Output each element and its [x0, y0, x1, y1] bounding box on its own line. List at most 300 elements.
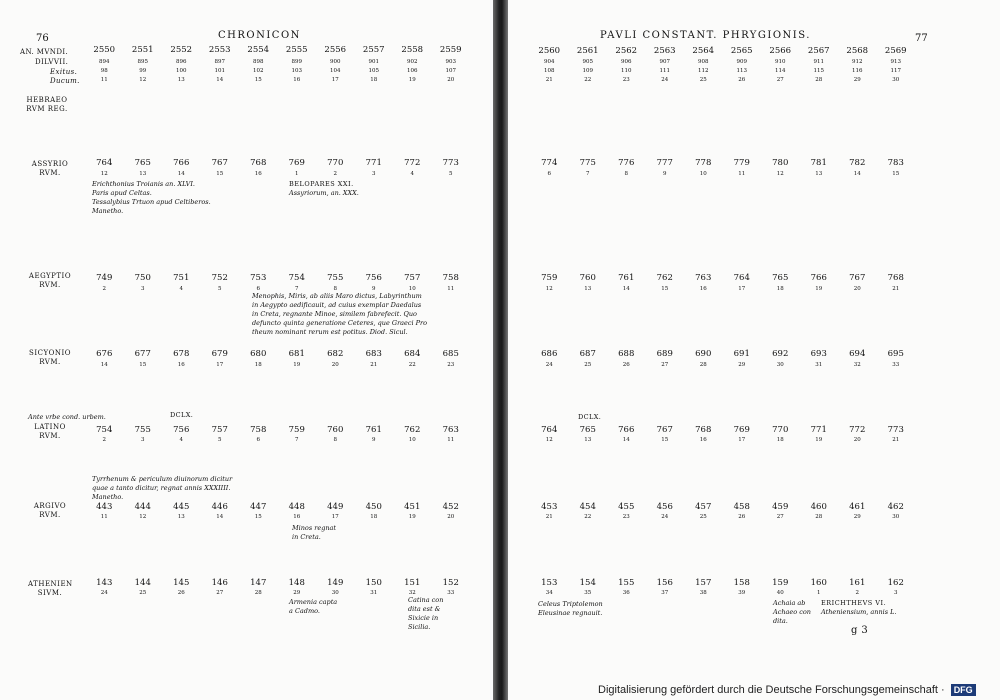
table-cell: 752	[211, 273, 228, 283]
table-cell: 2	[855, 590, 859, 596]
table-cell: 117	[890, 68, 901, 74]
table-cell: 12	[545, 437, 553, 443]
table-cell: 18	[776, 286, 784, 292]
table-cell: 904	[544, 59, 555, 65]
table-cell: 109	[582, 68, 593, 74]
table-cell: 18	[254, 362, 262, 368]
table-cell: 30	[892, 514, 900, 520]
belopares-note: BELOPARES XXI. Assyriorum, an. XXX.	[289, 180, 359, 197]
table-cell: 145	[173, 578, 190, 588]
table-cell: 676	[96, 349, 113, 359]
table-cell: 769	[733, 425, 750, 435]
table-cell: 22	[408, 362, 416, 368]
table-cell: 15	[139, 362, 147, 368]
table-cell: 758	[250, 425, 267, 435]
table-cell: 693	[810, 349, 827, 359]
table-cell: 40	[776, 590, 784, 596]
table-cell: 110	[621, 68, 632, 74]
sicyon-values	[530, 349, 915, 360]
running-head: PAVLI CONSTANT. PHRYGIONIS.	[600, 30, 811, 41]
athens-values	[530, 578, 915, 589]
dfg-logo: DFG	[951, 684, 976, 696]
table-cell: 449	[327, 502, 344, 512]
table-cell: 766	[618, 425, 635, 435]
table-cell: 102	[253, 68, 264, 74]
argos-values	[85, 502, 470, 513]
table-cell: 26	[738, 77, 746, 83]
table-cell: 159	[772, 578, 789, 588]
table-cell: 452	[442, 502, 459, 512]
table-cell: 114	[775, 68, 786, 74]
table-cell: 13	[584, 437, 592, 443]
table-cell: 29	[853, 514, 861, 520]
table-cell: 13	[815, 171, 823, 177]
table-cell: 21	[545, 514, 553, 520]
table-cell: 28	[815, 77, 823, 83]
table-cell: 15	[892, 171, 900, 177]
table-cell: 16	[699, 437, 707, 443]
table-cell: 679	[211, 349, 228, 359]
table-cell: 23	[622, 514, 630, 520]
table-cell: 900	[330, 59, 341, 65]
table-cell: 101	[214, 68, 225, 74]
table-cell: 2569	[884, 46, 907, 56]
table-cell: 2565	[730, 46, 753, 56]
table-cell: 694	[849, 349, 866, 359]
table-cell: 773	[887, 425, 904, 435]
table-cell: 25	[139, 590, 147, 596]
table-cell: 680	[250, 349, 267, 359]
latin-values	[85, 425, 470, 436]
table-cell: 10	[408, 437, 416, 443]
table-cell: 13	[177, 514, 185, 520]
table-cell: 113	[736, 68, 747, 74]
table-cell: 758	[442, 273, 459, 283]
table-cell: 37	[661, 590, 669, 596]
table-cell: 100	[176, 68, 187, 74]
table-cell: 19	[408, 514, 416, 520]
left-page	[0, 0, 493, 700]
table-cell: 2559	[439, 45, 462, 55]
table-cell: 146	[211, 578, 228, 588]
table-cell: 685	[442, 349, 459, 359]
table-cell: 2566	[769, 46, 792, 56]
minos-note: Minos regnat in Creta.	[292, 524, 337, 541]
table-cell: 683	[365, 349, 382, 359]
table-cell: 768	[887, 273, 904, 283]
table-cell: 10	[699, 171, 707, 177]
table-cell: 765	[579, 425, 596, 435]
table-cell: 115	[813, 68, 824, 74]
table-cell: 111	[659, 68, 670, 74]
table-cell: 896	[176, 59, 187, 65]
aegypt-years	[530, 285, 915, 293]
table-cell: 450	[365, 502, 382, 512]
table-cell: 27	[776, 77, 784, 83]
table-cell: 25	[699, 77, 707, 83]
table-cell: 15	[254, 77, 262, 83]
table-cell: 684	[404, 349, 421, 359]
table-cell: 39	[738, 590, 746, 596]
table-cell: 16	[177, 362, 185, 368]
table-cell: 768	[695, 425, 712, 435]
table-cell: 14	[622, 437, 630, 443]
table-cell: 901	[368, 59, 379, 65]
table-cell: 32	[408, 590, 416, 596]
table-cell: 462	[887, 502, 904, 512]
table-cell: 34	[545, 590, 553, 596]
table-cell: 162	[887, 578, 904, 588]
page-number: 77	[915, 33, 928, 44]
table-cell: 12	[545, 286, 553, 292]
row-label-ducum: Ducum.	[50, 77, 80, 85]
table-cell: 756	[173, 425, 190, 435]
table-cell: 3	[141, 286, 145, 292]
table-cell: 29	[293, 590, 301, 596]
table-cell: 21	[892, 286, 900, 292]
latin-values	[530, 425, 915, 436]
table-cell: 688	[618, 349, 635, 359]
table-cell: 16	[293, 77, 301, 83]
table-cell: 30	[776, 362, 784, 368]
table-cell: 677	[134, 349, 151, 359]
table-cell: 895	[137, 59, 148, 65]
table-cell: 783	[887, 158, 904, 168]
dclx-note: DCLX.	[578, 413, 602, 421]
table-cell: 2550	[93, 45, 116, 55]
table-cell: 7	[295, 437, 299, 443]
table-cell: 2564	[692, 46, 715, 56]
table-cell: 776	[618, 158, 635, 168]
table-cell: 906	[621, 59, 632, 65]
table-cell: 2561	[576, 46, 599, 56]
table-cell: 2	[102, 286, 106, 292]
table-cell: 99	[139, 68, 147, 74]
table-cell: 770	[772, 425, 789, 435]
table-cell: 682	[327, 349, 344, 359]
table-cell: 7	[295, 286, 299, 292]
table-cell: 755	[327, 273, 344, 283]
table-cell: 21	[545, 77, 553, 83]
sicyon-years	[530, 361, 915, 369]
table-cell: 3	[894, 590, 898, 596]
table-cell: 1	[295, 171, 299, 177]
table-cell: 24	[545, 362, 553, 368]
table-cell: 4	[410, 171, 414, 177]
table-cell: 455	[618, 502, 635, 512]
argos-years	[85, 513, 470, 521]
assyria-years	[530, 170, 915, 178]
table-cell: 32	[853, 362, 861, 368]
table-cell: 10	[408, 286, 416, 292]
table-cell: 445	[173, 502, 190, 512]
table-cell: 754	[288, 273, 305, 283]
row-label-diluvii: DILVVII.	[35, 58, 69, 66]
table-cell: 19	[815, 437, 823, 443]
table-cell: 756	[365, 273, 382, 283]
table-cell: 779	[733, 158, 750, 168]
table-cell: 12	[139, 514, 147, 520]
table-cell: 13	[139, 171, 147, 177]
table-cell: 108	[544, 68, 555, 74]
table-cell: 23	[447, 362, 455, 368]
assyria-values	[530, 158, 915, 169]
table-cell: 909	[736, 59, 747, 65]
table-cell: 33	[447, 590, 455, 596]
table-cell: 11	[447, 437, 455, 443]
table-cell: 29	[738, 362, 746, 368]
table-cell: 772	[849, 425, 866, 435]
table-cell: 458	[733, 502, 750, 512]
diluvii-row	[85, 58, 470, 66]
table-cell: 106	[407, 68, 418, 74]
table-cell: 156	[656, 578, 673, 588]
aegypt-note: Menophis, Miris, ab aliis Maro dictus, Labyrinthum in Aegypto aedificauit, ad cuius exemplar Daedalus in Creta, regnante Minoe, similem fabrefecit. Quo defuncto quinta generatione Ceteres, que Graeci Pro theum nominant rerum est potitus. Diod. Sicul.	[252, 292, 428, 336]
table-cell: 105	[368, 68, 379, 74]
table-cell: 17	[738, 286, 746, 292]
table-cell: 3	[372, 171, 376, 177]
table-cell: 781	[810, 158, 827, 168]
table-cell: 2557	[362, 45, 385, 55]
aegypt-values	[530, 273, 915, 284]
table-cell: 31	[370, 590, 378, 596]
table-cell: 26	[177, 590, 185, 596]
table-cell: 2567	[807, 46, 830, 56]
exitus-row	[530, 67, 915, 75]
table-cell: 443	[96, 502, 113, 512]
table-cell: 12	[776, 171, 784, 177]
table-cell: 29	[853, 77, 861, 83]
signature-mark: g 3	[851, 625, 869, 636]
table-cell: 11	[447, 286, 455, 292]
latin-years	[530, 436, 915, 444]
table-cell: 17	[331, 514, 339, 520]
table-cell: 760	[579, 273, 596, 283]
table-cell: 780	[772, 158, 789, 168]
table-cell: 775	[579, 158, 596, 168]
table-cell: 152	[442, 578, 459, 588]
table-cell: 14	[622, 286, 630, 292]
table-cell: 148	[288, 578, 305, 588]
table-cell: 2558	[401, 45, 424, 55]
assyria-label: ASSYRIO RVM.	[31, 160, 69, 177]
page-number: 76	[36, 33, 49, 44]
table-cell: 457	[695, 502, 712, 512]
ante-urbem-note: Ante vrbe cond. urbem.	[28, 413, 106, 421]
table-cell: 2562	[615, 46, 638, 56]
latin-years	[85, 436, 470, 444]
table-cell: 27	[216, 590, 224, 596]
assyria-values	[85, 158, 470, 169]
table-cell: 144	[134, 578, 151, 588]
table-cell: 6	[547, 171, 551, 177]
table-cell: 751	[173, 273, 190, 283]
aegypt-label: AEGYPTIO RVM.	[28, 272, 72, 289]
table-cell: 160	[810, 578, 827, 588]
table-cell: 18	[776, 437, 784, 443]
table-cell: 153	[541, 578, 558, 588]
table-cell: 4	[179, 286, 183, 292]
table-cell: 763	[695, 273, 712, 283]
dclx-note: DCLX.	[170, 411, 194, 419]
table-cell: 759	[288, 425, 305, 435]
sicyon-values	[85, 349, 470, 360]
table-cell: 766	[173, 158, 190, 168]
table-cell: 767	[211, 158, 228, 168]
table-cell: 902	[407, 59, 418, 65]
table-cell: 14	[100, 362, 108, 368]
table-cell: 754	[96, 425, 113, 435]
table-cell: 764	[96, 158, 113, 168]
catina-note: Catina con dita est & Sixicie in Sicilia.	[408, 596, 444, 631]
book-spine	[493, 0, 508, 700]
table-cell: 771	[810, 425, 827, 435]
table-cell: 31	[815, 362, 823, 368]
table-cell: 25	[584, 362, 592, 368]
table-cell: 773	[442, 158, 459, 168]
right-page	[508, 0, 1000, 700]
table-cell: 27	[776, 514, 784, 520]
table-cell: 28	[815, 514, 823, 520]
table-cell: 686	[541, 349, 558, 359]
table-cell: 446	[211, 502, 228, 512]
table-cell: 911	[813, 59, 824, 65]
table-cell: 774	[541, 158, 558, 168]
table-cell: 12	[100, 171, 108, 177]
table-cell: 11	[100, 514, 108, 520]
table-cell: 768	[250, 158, 267, 168]
table-cell: 2552	[170, 45, 193, 55]
row-label-anno-mundi: AN. MVNDI.	[20, 48, 69, 56]
hebraeorum-label: HEBRAEO RVM REG.	[26, 96, 68, 113]
table-cell: 753	[250, 273, 267, 283]
assyria-years	[85, 170, 470, 178]
table-cell: 763	[442, 425, 459, 435]
table-cell: 14	[216, 77, 224, 83]
table-cell: 151	[404, 578, 421, 588]
table-cell: 912	[852, 59, 863, 65]
table-cell: 456	[656, 502, 673, 512]
table-cell: 755	[134, 425, 151, 435]
table-cell: 692	[772, 349, 789, 359]
sicyon-years	[85, 361, 470, 369]
table-cell: 15	[254, 514, 262, 520]
table-cell: 2	[102, 437, 106, 443]
table-cell: 35	[584, 590, 592, 596]
table-cell: 28	[254, 590, 262, 596]
table-cell: 761	[365, 425, 382, 435]
table-cell: 155	[618, 578, 635, 588]
table-cell: 1	[817, 590, 821, 596]
table-cell: 2568	[846, 46, 869, 56]
table-cell: 20	[853, 286, 861, 292]
row-label-exitus: Exitus.	[50, 68, 78, 76]
table-cell: 766	[810, 273, 827, 283]
table-cell: 28	[699, 362, 707, 368]
table-cell: 757	[211, 425, 228, 435]
table-cell: 19	[408, 77, 416, 83]
table-cell: 27	[661, 362, 669, 368]
table-cell: 689	[656, 349, 673, 359]
table-cell: 104	[330, 68, 341, 74]
aegypt-values	[85, 273, 470, 284]
diluvii-row	[530, 58, 915, 66]
achaia-note: Achaia ab Achaeo con dita.	[773, 599, 811, 625]
table-cell: 2556	[324, 45, 347, 55]
table-cell: 143	[96, 578, 113, 588]
table-cell: 690	[695, 349, 712, 359]
table-cell: 161	[849, 578, 866, 588]
table-cell: 2563	[653, 46, 676, 56]
table-cell: 7	[586, 171, 590, 177]
table-cell: 765	[772, 273, 789, 283]
table-cell: 749	[96, 273, 113, 283]
table-cell: 681	[288, 349, 305, 359]
table-cell: 11	[100, 77, 108, 83]
table-cell: 5	[449, 171, 453, 177]
table-cell: 5	[218, 437, 222, 443]
table-cell: 769	[288, 158, 305, 168]
table-cell: 36	[622, 590, 630, 596]
table-cell: 103	[291, 68, 302, 74]
table-cell: 695	[887, 349, 904, 359]
table-cell: 894	[99, 59, 110, 65]
table-cell: 21	[892, 437, 900, 443]
sicyon-label: SICYONIO RVM.	[29, 349, 71, 366]
table-cell: 15	[216, 171, 224, 177]
table-cell: 13	[177, 77, 185, 83]
table-cell: 20	[447, 77, 455, 83]
table-cell: 150	[365, 578, 382, 588]
running-head: CHRONICON	[218, 30, 301, 41]
table-cell: 154	[579, 578, 596, 588]
table-cell: 759	[541, 273, 558, 283]
table-cell: 2553	[208, 45, 231, 55]
table-cell: 767	[849, 273, 866, 283]
table-cell: 116	[852, 68, 863, 74]
table-cell: 24	[661, 514, 669, 520]
table-cell: 903	[445, 59, 456, 65]
table-cell: 26	[622, 362, 630, 368]
table-cell: 678	[173, 349, 190, 359]
table-cell: 460	[810, 502, 827, 512]
table-cell: 6	[256, 286, 260, 292]
table-cell: 687	[579, 349, 596, 359]
table-cell: 461	[849, 502, 866, 512]
table-cell: 764	[733, 273, 750, 283]
table-cell: 765	[134, 158, 151, 168]
table-cell: 15	[661, 437, 669, 443]
table-cell: 149	[327, 578, 344, 588]
celeus-note: Celeus Triptolemon Eleusinae regnauit.	[538, 600, 603, 617]
table-cell: 447	[250, 502, 267, 512]
table-cell: 19	[293, 362, 301, 368]
table-cell: 14	[853, 171, 861, 177]
table-cell: 17	[331, 77, 339, 83]
table-cell: 2554	[247, 45, 270, 55]
table-cell: 38	[699, 590, 707, 596]
table-cell: 30	[331, 590, 339, 596]
table-cell: 18	[370, 77, 378, 83]
argos-years	[530, 513, 915, 521]
table-cell: 771	[365, 158, 382, 168]
table-cell: 18	[370, 514, 378, 520]
table-cell: 15	[661, 286, 669, 292]
table-cell: 112	[698, 68, 709, 74]
table-cell: 17	[216, 362, 224, 368]
table-cell: 778	[695, 158, 712, 168]
table-cell: 2551	[131, 45, 154, 55]
